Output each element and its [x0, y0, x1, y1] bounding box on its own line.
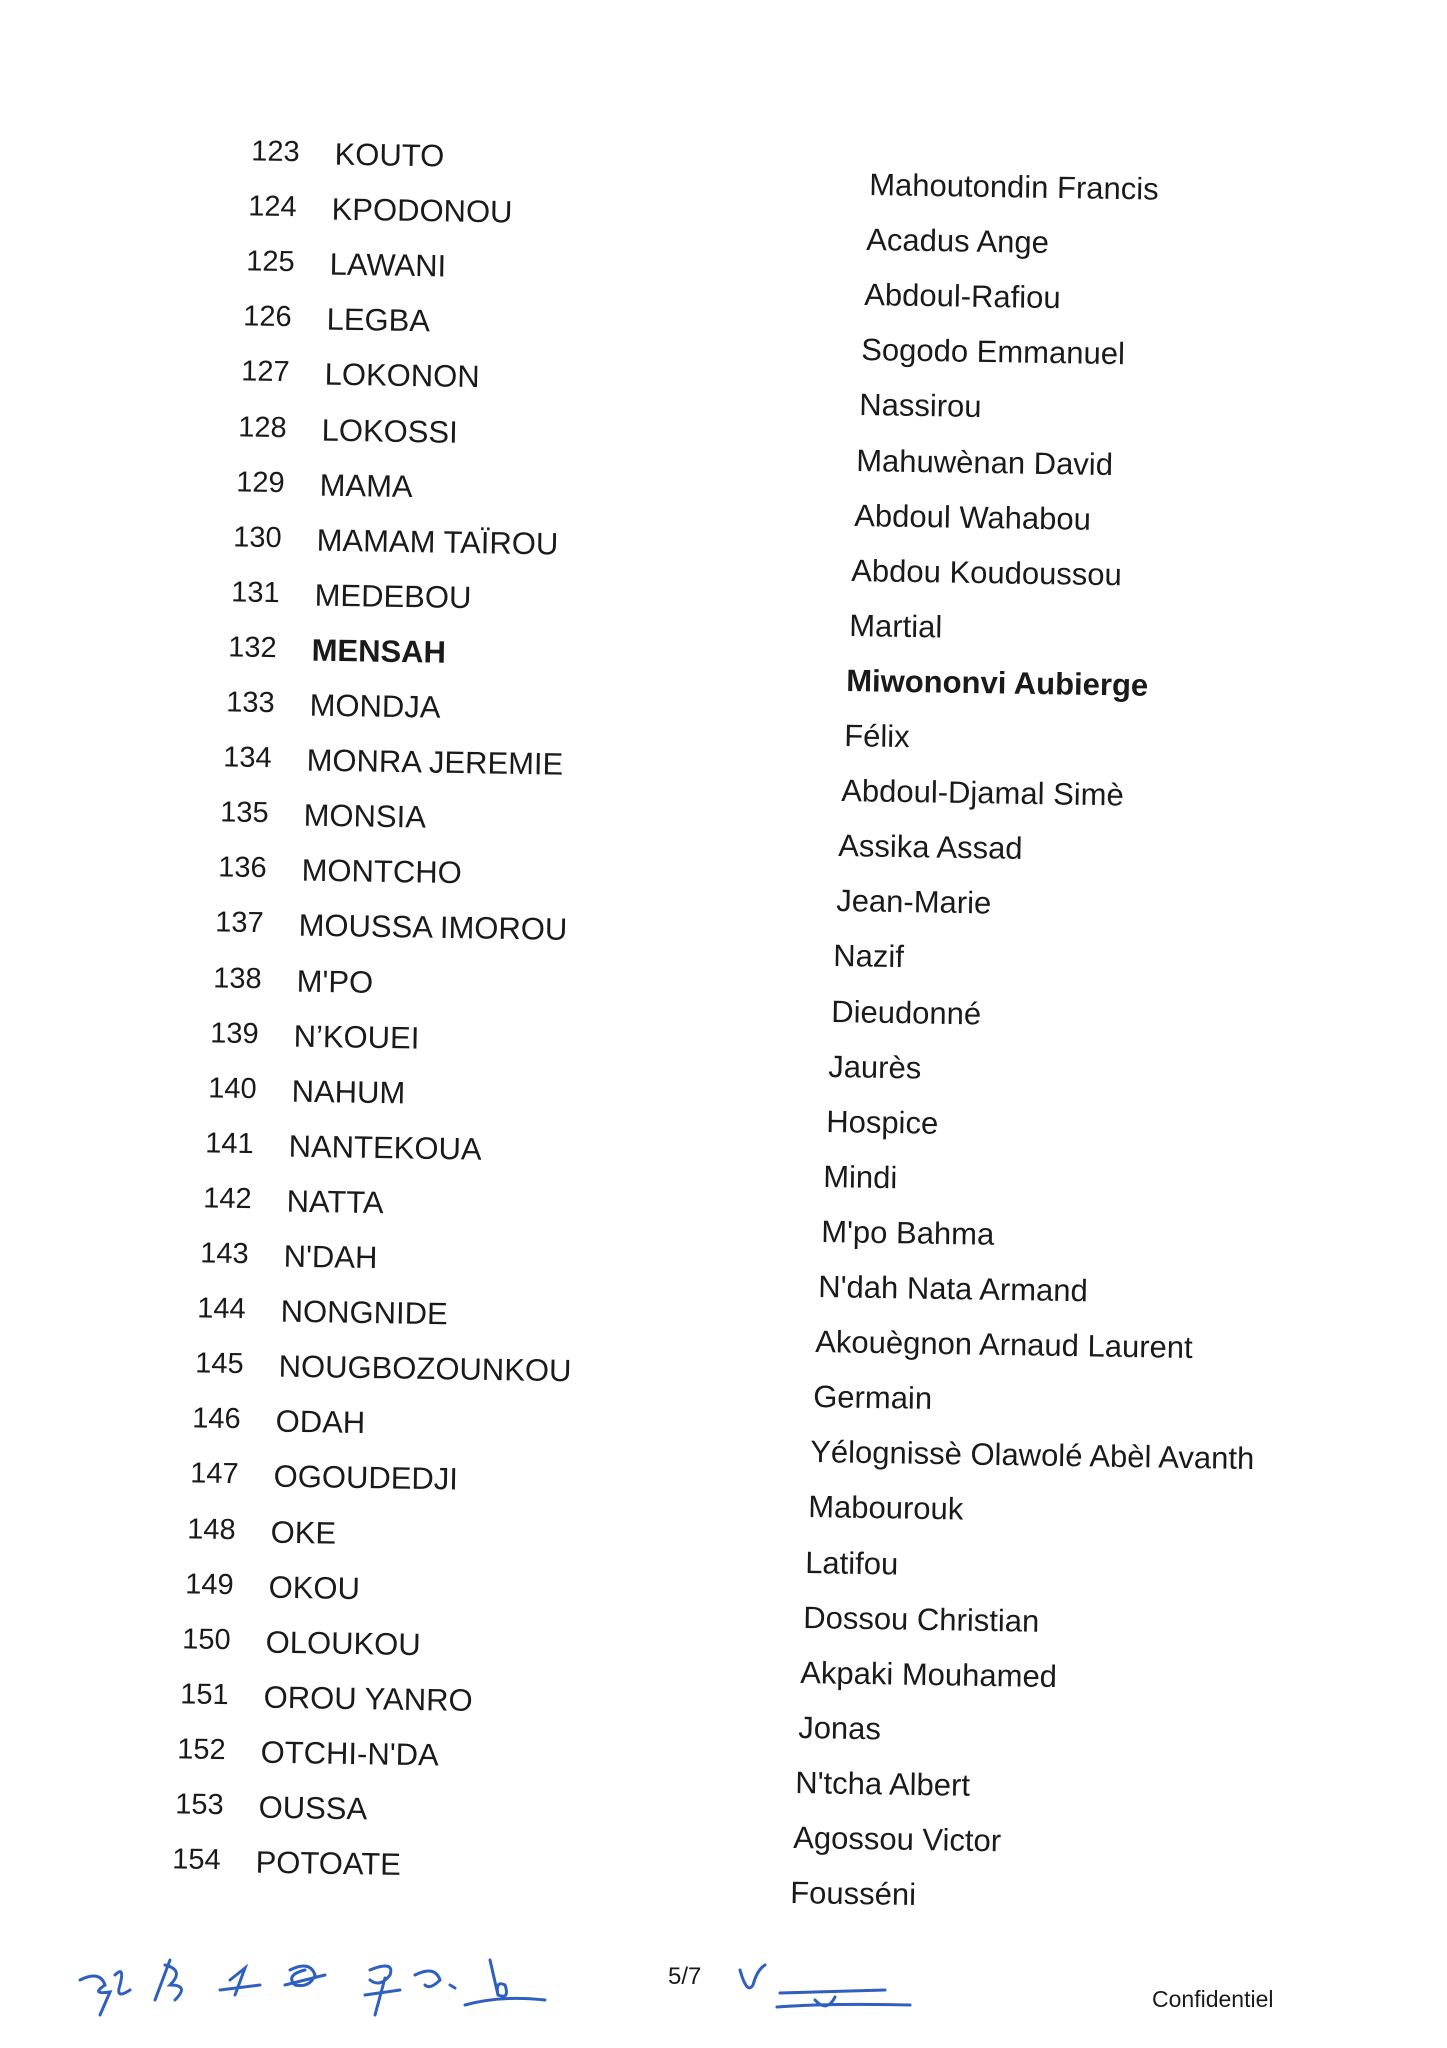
entry-number: 152 [177, 1733, 226, 1766]
list-item [158, 1674, 1359, 1747]
entry-given-names: Hospice [825, 1103, 939, 1141]
entry-surname: N'DAH [283, 1238, 378, 1276]
entry-surname: MAMA [319, 467, 413, 504]
page-number: 5/7 [668, 1963, 702, 1990]
entry-surname: MONSIA [303, 797, 427, 835]
entry-surname: LAWANI [329, 246, 447, 284]
list-item [224, 241, 1425, 316]
list-item [211, 517, 1412, 592]
entry-given-names: Agossou Victor [792, 1820, 1001, 1859]
entry-surname: NONGNIDE [280, 1293, 449, 1332]
entry-surname: NOUGBOZOUNKOU [278, 1348, 572, 1389]
entry-given-names: Assika Assad [838, 828, 1024, 867]
entry-surname: LOKOSSI [321, 412, 459, 450]
entry-surname: ODAH [275, 1403, 366, 1441]
list-item [227, 186, 1428, 261]
entry-number: 139 [210, 1016, 260, 1050]
entry-surname: OLOUKOU [265, 1624, 422, 1662]
list-item [166, 1509, 1367, 1582]
entry-number: 148 [187, 1512, 237, 1546]
list-item [181, 1178, 1382, 1252]
entry-surname: OROU YANRO [262, 1679, 473, 1718]
entry-surname: MONTCHO [301, 852, 462, 891]
entry-number: 129 [235, 465, 285, 499]
entry-surname: MEDEBOU [313, 577, 472, 615]
entry-given-names: Mahuwènan David [856, 442, 1114, 482]
entry-surname: NAHUM [291, 1073, 406, 1111]
list-item [150, 1839, 1351, 1913]
entry-number: 143 [200, 1237, 249, 1271]
entry-number: 136 [217, 851, 267, 885]
entry-surname: M'PO [296, 963, 374, 1000]
list-item [196, 847, 1397, 921]
entry-surname: OGOUDEDJI [273, 1459, 458, 1497]
entry-surname: MOUSSA IMOROU [298, 908, 568, 948]
entry-given-names: Nazif [833, 938, 905, 975]
entry-given-names: Nassirou [858, 387, 982, 425]
list-item [186, 1068, 1387, 1141]
entry-surname: OTCHI-N'DA [260, 1734, 440, 1773]
entry-number: 123 [251, 135, 300, 169]
entry-given-names: Jean-Marie [835, 883, 992, 921]
entry-surname: KOUTO [334, 136, 445, 174]
entry-number: 131 [230, 576, 280, 609]
entry-given-names: Félix [843, 718, 910, 755]
entry-number: 150 [182, 1623, 232, 1656]
handwritten-initials [70, 1940, 610, 2020]
entry-number: 127 [240, 355, 290, 389]
entry-given-names: Akouègnon Arnaud Laurent [815, 1324, 1194, 1366]
entry-surname: OUSSA [257, 1789, 367, 1827]
entry-surname: MENSAH [311, 632, 447, 670]
entry-given-names: Abdoul-Djamal Simè [840, 773, 1124, 813]
list-item [160, 1619, 1361, 1694]
entry-surname: N’KOUEI [293, 1018, 420, 1056]
entry-given-names: Miwononvi Aubierge [846, 662, 1149, 703]
entry-surname: KPODONOU [331, 191, 514, 230]
entry-given-names: N'dah Nata Armand [817, 1269, 1089, 1309]
confidential-label: Confidentiel [1152, 1986, 1274, 2012]
list-item [183, 1123, 1384, 1196]
entry-number: 140 [207, 1072, 257, 1105]
entry-surname: POTOATE [255, 1844, 402, 1883]
entry-given-names: Abdoul-Rafiou [863, 277, 1061, 316]
entry-number: 125 [245, 245, 295, 279]
entry-number: 138 [212, 961, 262, 995]
entry-number: 132 [228, 631, 277, 664]
handwritten-paraph [735, 1955, 925, 2025]
entry-surname: LEGBA [326, 301, 431, 339]
list-item [163, 1564, 1364, 1639]
list-item [173, 1343, 1374, 1417]
entry-given-names: Fousséni [789, 1875, 917, 1913]
entry-number: 124 [248, 190, 298, 224]
entry-given-names: Martial [848, 607, 943, 645]
entry-surname: OKE [270, 1514, 337, 1551]
entry-number: 154 [171, 1843, 221, 1877]
entry-given-names: Mahoutondin Francis [868, 167, 1159, 207]
entry-number: 141 [205, 1127, 255, 1160]
list-item [219, 351, 1420, 425]
entry-given-names: Yélognissè Olawolé Abèl Avanth [810, 1434, 1255, 1477]
entry-number: 128 [238, 410, 288, 444]
entry-surname: OKOU [268, 1569, 360, 1606]
entry-surname: NATTA [285, 1183, 384, 1221]
entry-given-names: Akpaki Mouhamed [800, 1654, 1058, 1694]
entry-number: 151 [179, 1678, 229, 1711]
entry-number: 147 [189, 1457, 239, 1491]
entry-surname: MONDJA [308, 687, 441, 725]
list-item [155, 1729, 1356, 1803]
entry-number: 130 [233, 521, 283, 554]
entry-given-names: Abdou Koudoussou [851, 552, 1123, 592]
entry-number: 137 [215, 906, 265, 940]
entry-given-names: Mabourouk [807, 1489, 964, 1527]
entry-given-names: Abdoul Wahabou [853, 497, 1091, 537]
entry-given-names: Latifou [805, 1544, 899, 1582]
entry-given-names: Jonas [797, 1709, 881, 1747]
list-item [191, 958, 1392, 1031]
entry-number: 144 [197, 1292, 247, 1326]
list-item [209, 572, 1410, 645]
entry-number: 153 [174, 1788, 224, 1822]
entry-number: 126 [243, 300, 293, 334]
entry-number: 145 [194, 1347, 244, 1381]
entry-surname: MAMAM TAÏROU [316, 522, 559, 562]
entry-given-names: N'tcha Albert [795, 1764, 971, 1803]
entry-given-names: Mindi [823, 1158, 898, 1196]
list-item [204, 682, 1405, 755]
entry-given-names: M'po Bahma [820, 1213, 995, 1252]
entry-given-names: Sogodo Emmanuel [861, 332, 1126, 372]
list-item [153, 1784, 1354, 1859]
entry-given-names: Jaurès [828, 1048, 922, 1086]
entry-given-names: Dieudonné [830, 993, 982, 1031]
entry-surname: NANTEKOUA [288, 1128, 482, 1167]
entry-given-names: Germain [812, 1379, 933, 1417]
list-item [188, 1013, 1389, 1086]
list-item [199, 792, 1400, 867]
entry-number: 133 [225, 686, 275, 720]
list-item [214, 462, 1415, 537]
list-item [194, 902, 1395, 975]
entry-surname: LOKONON [324, 357, 480, 395]
entry-surname: MONRA JEREMIE [306, 742, 564, 782]
entry-number: 146 [192, 1402, 242, 1436]
entry-number: 142 [202, 1182, 252, 1215]
entry-given-names: Dossou Christian [802, 1599, 1040, 1639]
entry-number: 135 [220, 796, 270, 830]
entry-number: 149 [184, 1567, 234, 1601]
entry-number: 134 [222, 741, 272, 775]
entry-given-names: Acadus Ange [866, 222, 1050, 261]
